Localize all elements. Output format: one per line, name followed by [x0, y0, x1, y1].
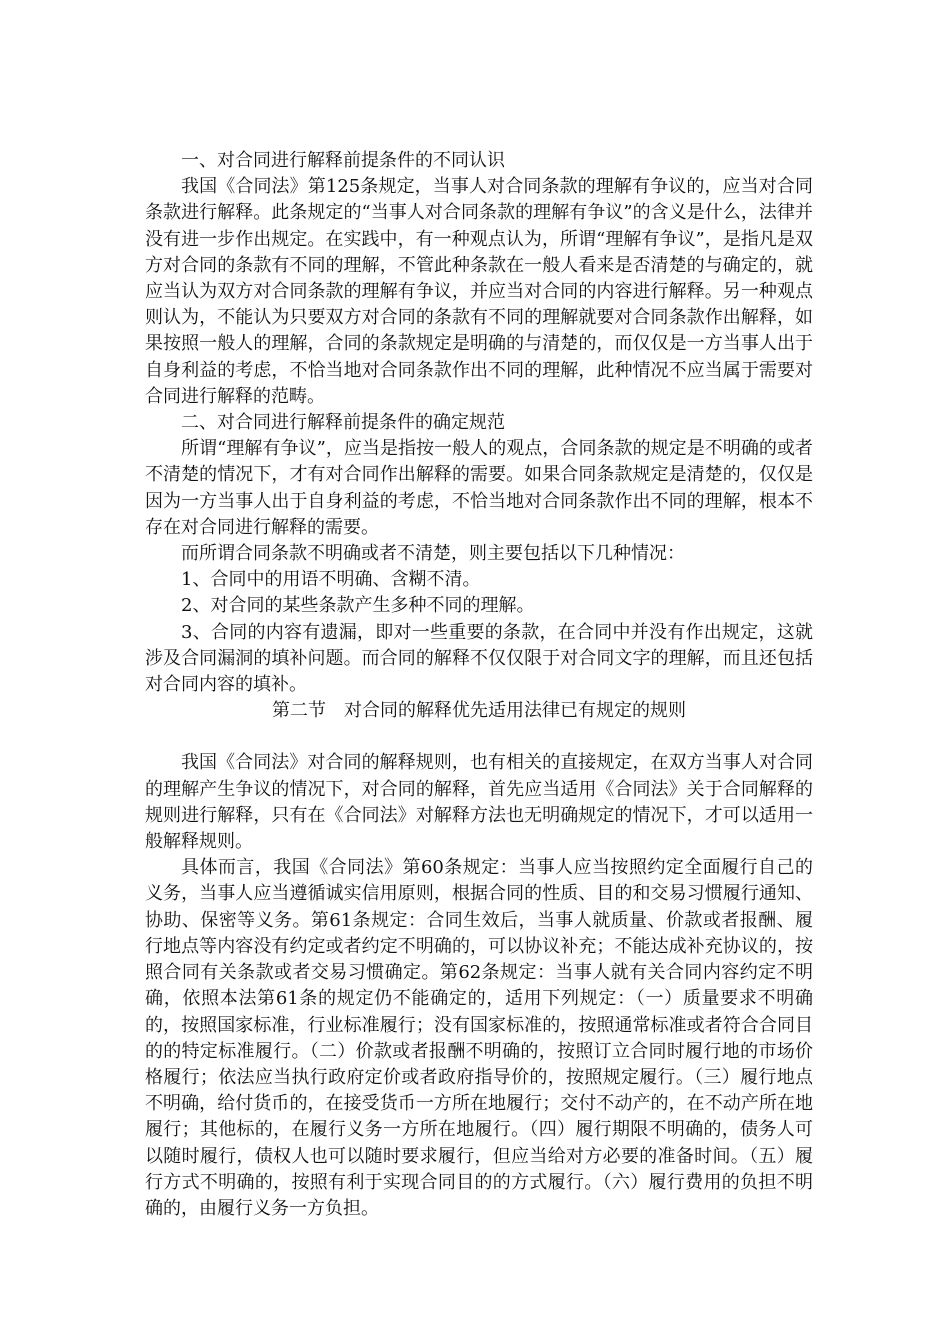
list-item: 1、合同中的用语不明确、含糊不清。 [181, 569, 481, 591]
blank-line [145, 724, 813, 750]
paragraph: 我国《合同法》对合同的解释规则，也有相关的直接规定，在双方当事人对合同的理解产生争议的情况下，对合同的解释，首先应当适用《合同法》关于合同解释的规则进行解释，只有在《合同法》对解释方法也无明确规定的情况下，才可以适用一般解释规则。 [145, 752, 813, 853]
section-heading: 第二节 对合同的解释优先适用法律已有规定的规则 [272, 700, 686, 722]
paragraph: 所谓“理解有争议”，应当是指按一般人的观点，合同条款的规定是不明确的或者不清楚的情况下，才有对合同作出解释的需要。如果合同条款规定是清楚的，仅仅是因为一方当事人出于自身利益的考虑，不恰当地对合同条款作出不同的理解，根本不存在对合同进行解释的需要。 [145, 438, 813, 538]
paragraph: 具体而言，我国《合同法》第60条规定：当事人应当按照约定全面履行自己的义务，当事人应当遵循诚实信用原则，根据合同的性质、目的和交易习惯履行通知、协助、保密等义务。第61条规定：合同生效后，当事人就质量、价款或者报酬、履行地点等内容没有约定或者约定不明确的，可以协议补充；不能达成补充协议的，按照合同有关条款或者交易习惯确定。第62条规定：当事人就有关合同内容约定不明确，依照本法第61条的规定仍不能确定的，适用下列规定：（一）质量要求不明确的，按照国家标准，行业标准履行；没有国家标准的，按照通常标准或者符合合同目的的特定标准履行。（二）价款或者报酬不明确的，按照订立合同时履行地的市场价格履行；依法应当执行政府定价或者政府指导价的，按照规定履行。（三）履行地点不明确，给付货币的，在接受货币一方所在地履行；交付不动产的，在不动产所在地履行；其他标的，在履行义务一方所在地履行。（四）履行期限不明确的，债务人可以随时履行，债权人也可以随时要求履行，但应当给对方必要的准备时间。（五）履行方式不明确的，按照有利于实现合同目的的方式履行。（六）履行费用的负担不明确的，由履行义务一方负担。 [145, 857, 813, 1219]
heading-1: 一、对合同进行解释前提条件的不同认识 [181, 150, 505, 171]
list-item: 2、对合同的某些条款产生多种不同的理解。 [181, 595, 535, 617]
paragraph: 而所谓合同条款不明确或者不清楚，则主要包括以下几种情况： [181, 543, 685, 565]
heading-2: 二、对合同进行解释前提条件的确定规范 [181, 412, 505, 434]
document-body [145, 148, 813, 1222]
paragraph: 我国《合同法》第125条规定，当事人对合同条款的理解有争议的，应当对合同条款进行解释。此条规定的“当事人对合同条款的理解有争议”的含义是什么，法律并没有进一步作出规定。在实践中，有一种观点认为，所谓“理解有争议”，是指凡是双方对合同的条款有不同的理解，不管此种条款在一般人看来是否清楚的与确定的，就应当认为双方对合同条款的理解有争议，并应当对合同的内容进行解释。另一种观点则认为，不能认为只要双方对合同的条款有不同的理解就要对合同条款作出解释，如果按照一般人的理解，合同的条款规定是明确的与清楚的，而仅仅是一方当事人出于自身利益的考虑，不恰当地对合同条款作出不同的理解，此种情况不应当属于需要对合同进行解释的范畴。 [145, 176, 813, 407]
list-item: 3、合同的内容有遗漏，即对一些重要的条款，在合同中并没有作出规定，这就涉及合同漏洞的填补问题。而合同的解释不仅仅限于对合同文字的理解，而且还包括对合同内容的填补。 [145, 621, 813, 696]
